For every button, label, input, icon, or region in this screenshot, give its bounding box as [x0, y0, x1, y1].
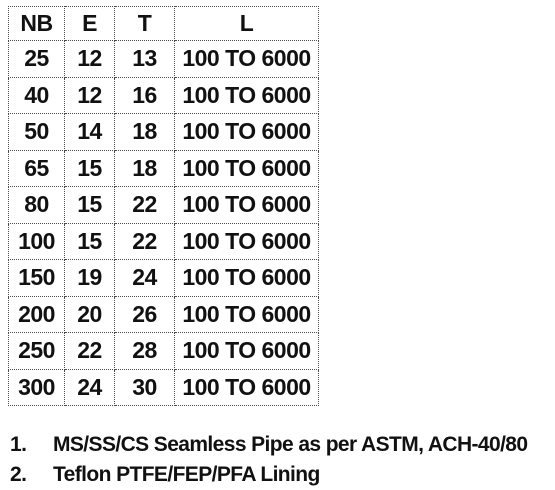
cell-nb: 100 — [9, 223, 65, 260]
table-header-row — [9, 7, 319, 41]
table-row — [9, 333, 319, 370]
cell-l: 100 TO 6000 — [175, 150, 319, 187]
table-row — [9, 77, 319, 114]
note-number: 2. — [10, 463, 27, 486]
cell-t: 13 — [115, 41, 175, 78]
cell-nb: 25 — [9, 41, 65, 78]
cell-nb: 40 — [9, 77, 65, 114]
note-item — [10, 460, 527, 490]
cell-l: 100 TO 6000 — [175, 41, 319, 78]
cell-l: 100 TO 6000 — [175, 369, 319, 406]
cell-e: 20 — [65, 296, 115, 333]
note-number: 1. — [10, 433, 27, 456]
cell-l: 100 TO 6000 — [175, 260, 319, 297]
cell-l: 100 TO 6000 — [175, 223, 319, 260]
cell-nb: 300 — [9, 369, 65, 406]
notes-list — [10, 430, 527, 490]
cell-l: 100 TO 6000 — [175, 296, 319, 333]
cell-e: 14 — [65, 114, 115, 151]
table-row — [9, 114, 319, 151]
cell-e: 15 — [65, 187, 115, 224]
cell-l: 100 TO 6000 — [175, 114, 319, 151]
note-item — [10, 430, 527, 460]
cell-nb: 250 — [9, 333, 65, 370]
table-row — [9, 150, 319, 187]
cell-t: 28 — [115, 333, 175, 370]
table-row — [9, 369, 319, 406]
cell-l: 100 TO 6000 — [175, 77, 319, 114]
table-row — [9, 223, 319, 260]
header-l: L — [175, 7, 319, 41]
cell-t: 22 — [115, 187, 175, 224]
cell-nb: 50 — [9, 114, 65, 151]
cell-e: 12 — [65, 77, 115, 114]
cell-l: 100 TO 6000 — [175, 187, 319, 224]
cell-t: 16 — [115, 77, 175, 114]
cell-nb: 80 — [9, 187, 65, 224]
cell-t: 18 — [115, 150, 175, 187]
cell-nb: 200 — [9, 296, 65, 333]
table-row — [9, 41, 319, 78]
cell-nb: 65 — [9, 150, 65, 187]
cell-e: 19 — [65, 260, 115, 297]
cell-t: 24 — [115, 260, 175, 297]
cell-l: 100 TO 6000 — [175, 333, 319, 370]
cell-nb: 150 — [9, 260, 65, 297]
header-t: T — [115, 7, 175, 41]
cell-e: 22 — [65, 333, 115, 370]
cell-t: 22 — [115, 223, 175, 260]
table-row — [9, 187, 319, 224]
cell-e: 15 — [65, 150, 115, 187]
cell-e: 24 — [65, 369, 115, 406]
pipe-spec-table — [8, 6, 319, 406]
cell-e: 15 — [65, 223, 115, 260]
table-row — [9, 296, 319, 333]
cell-t: 30 — [115, 369, 175, 406]
header-e: E — [65, 7, 115, 41]
cell-e: 12 — [65, 41, 115, 78]
note-text: Teflon PTFE/FEP/PFA Lining — [53, 463, 320, 486]
cell-t: 26 — [115, 296, 175, 333]
table-row — [9, 260, 319, 297]
note-text: MS/SS/CS Seamless Pipe as per ASTM, ACH-40/80 — [53, 433, 528, 456]
cell-t: 18 — [115, 114, 175, 151]
header-nb: NB — [9, 7, 65, 41]
